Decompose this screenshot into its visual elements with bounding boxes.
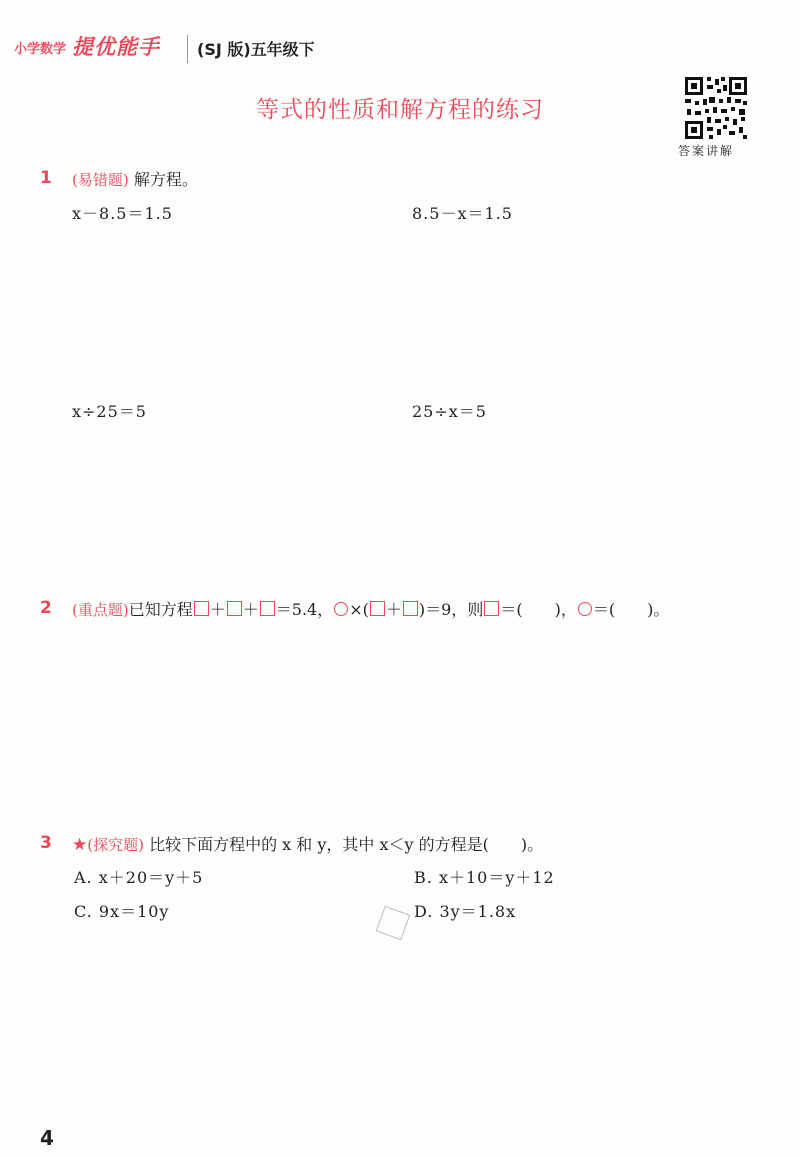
option-c[interactable] xyxy=(74,899,169,922)
question-3-tag: (探究题) xyxy=(87,836,144,854)
times-sign: ×( xyxy=(349,600,369,619)
star-icon: ★ xyxy=(72,835,88,855)
watermark-stamp xyxy=(318,858,468,1008)
plus-sign: ＋ xyxy=(242,600,259,619)
brand-subtitle: 小学数学 xyxy=(14,42,67,57)
question-3-header xyxy=(72,832,543,855)
square-symbol-icon xyxy=(370,601,385,616)
plus-sign: ＋ xyxy=(209,600,226,619)
question-2-number: 2 xyxy=(40,598,52,618)
circle-symbol-icon xyxy=(578,602,592,616)
option-equation: 3y＝1.8x xyxy=(439,902,517,921)
question-3-number: 3 xyxy=(40,833,52,853)
page-title: 等式的性质和解方程的练习 xyxy=(256,97,544,123)
question-2-text-c: )＝9，则 xyxy=(418,600,484,619)
question-1-number: 1 xyxy=(40,168,52,188)
option-label: B. xyxy=(414,868,433,887)
option-equation: x＋10＝y＋12 xyxy=(438,868,555,887)
question-1-tag: (易错题) xyxy=(72,171,129,189)
plus-sign: ＋ xyxy=(385,600,402,619)
question-2-tag: (重点题) xyxy=(72,601,129,619)
question-2-body xyxy=(72,597,669,620)
answer-blank-circle[interactable]: ＝( )。 xyxy=(592,600,670,619)
question-2-text-a: 已知方程 xyxy=(128,600,193,619)
qr-code-icon[interactable] xyxy=(683,75,749,141)
square-symbol-icon xyxy=(260,601,275,616)
option-equation: 9x＝10y xyxy=(98,902,170,921)
option-equation: x＋20＝y＋5 xyxy=(98,868,204,887)
page-number: 4 xyxy=(40,1126,54,1150)
qr-caption: 答案讲解 xyxy=(678,144,735,158)
equation-4: 25÷x＝5 xyxy=(412,402,487,421)
square-symbol-icon xyxy=(194,601,209,616)
square-symbol-icon xyxy=(403,601,418,616)
option-label: D. xyxy=(414,902,434,921)
brand-logo-text: 提优能手 xyxy=(72,35,160,59)
option-a[interactable] xyxy=(74,865,203,888)
square-symbol-icon xyxy=(484,601,499,616)
question-3-text[interactable]: 比较下面方程中的 x 和 y，其中 x＜y 的方程是( )。 xyxy=(149,835,544,854)
question-1-text: 解方程。 xyxy=(133,170,198,189)
option-label: C. xyxy=(74,902,93,921)
square-symbol-icon xyxy=(227,601,242,616)
equation-2: 8.5－x＝1.5 xyxy=(412,204,513,223)
answer-blank-square[interactable]: ＝( )， xyxy=(500,600,577,619)
question-1-header xyxy=(72,167,198,190)
equation-3: x÷25＝5 xyxy=(72,402,147,421)
edition-label: (SJ 版)五年级下 xyxy=(197,40,315,59)
circle-symbol-icon xyxy=(334,602,348,616)
equation-1: x－8.5＝1.5 xyxy=(72,204,173,223)
question-2-text-b: ＝5.4， xyxy=(275,600,334,619)
header-divider xyxy=(187,35,188,63)
option-label: A. xyxy=(74,868,93,887)
